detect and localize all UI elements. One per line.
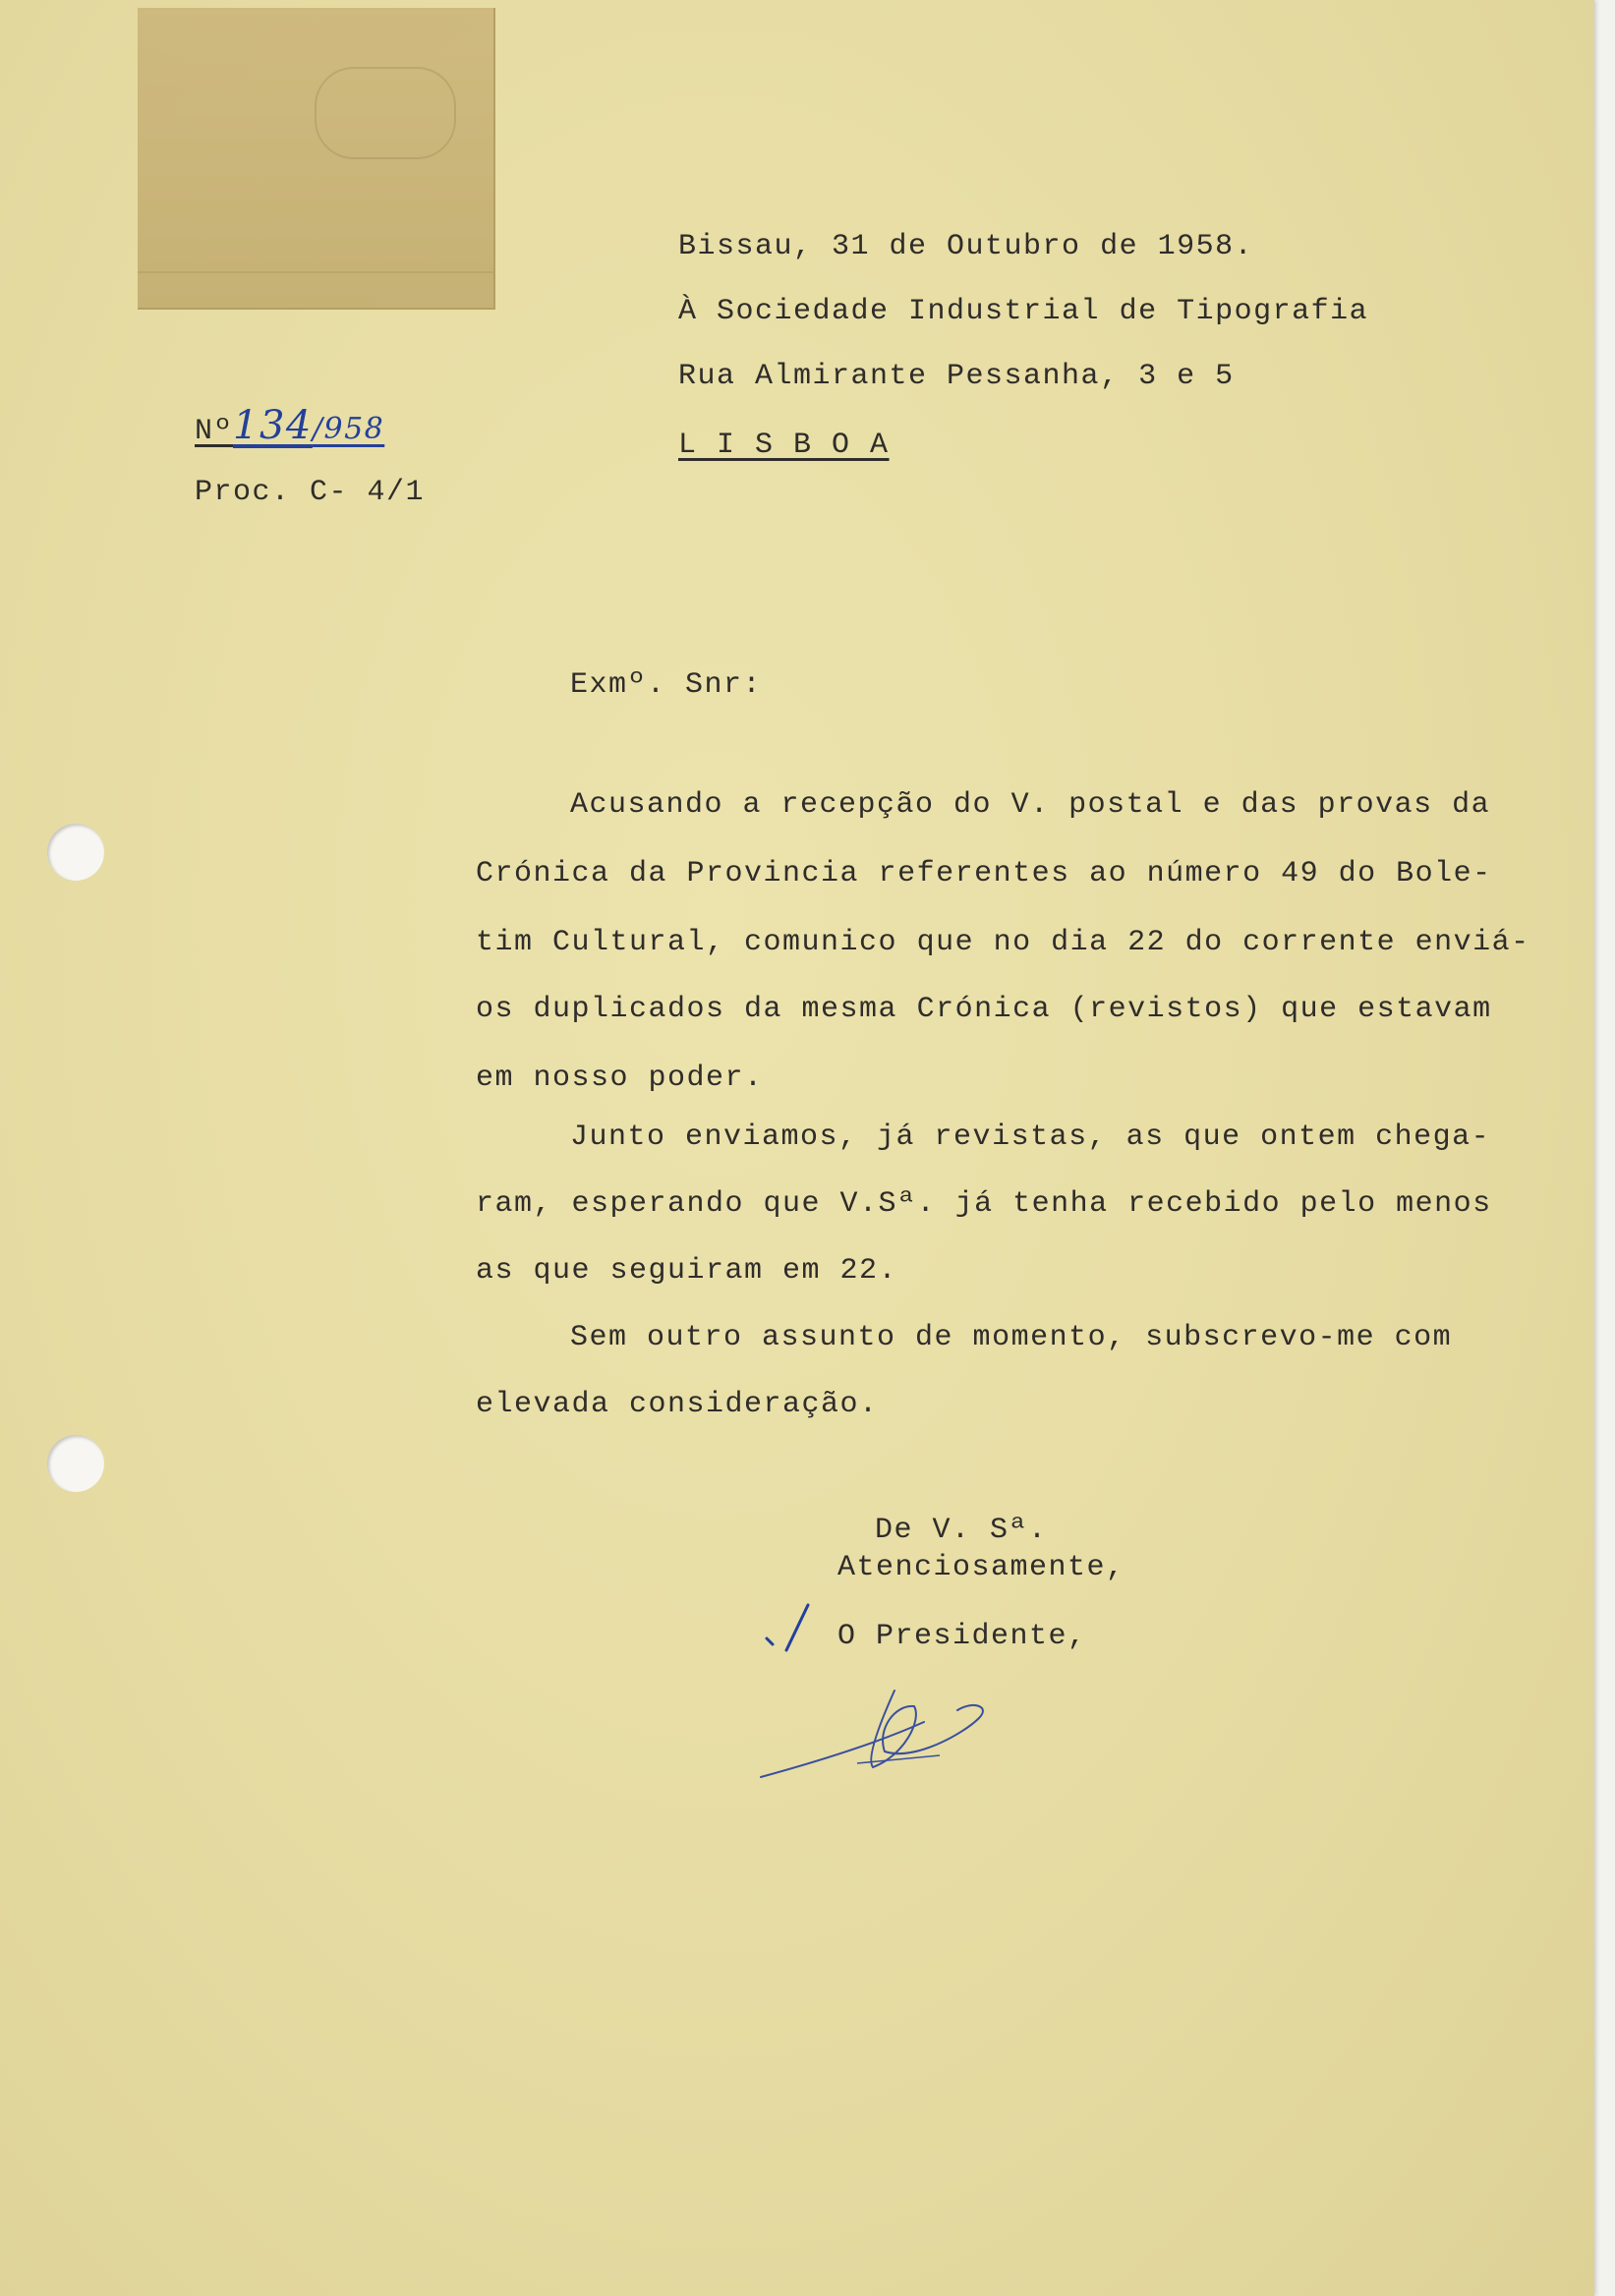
body-line: ram, esperando que V.Sª. já tenha recebido pelo menos <box>476 1187 1492 1221</box>
body-line: os duplicados da mesma Crónica (revistos) que estavam <box>476 993 1492 1026</box>
body-line: Junto enviamos, já revistas, as que ontem chega- <box>570 1120 1491 1154</box>
punch-hole-bottom <box>47 1435 104 1492</box>
label-fold-line <box>138 271 493 273</box>
place-date: Bissau, 31 de Outubro de 1958. <box>678 230 1254 263</box>
handwritten-number: 134 <box>233 403 313 448</box>
process-reference: Proc. C- 4/1 <box>195 476 426 509</box>
body-line: elevada consideração. <box>476 1388 879 1421</box>
body-line: em nosso poder. <box>476 1062 764 1095</box>
attached-paper-label <box>138 8 495 310</box>
pen-check-mark <box>757 1597 836 1666</box>
salutation: Exmº. Snr: <box>570 668 763 702</box>
reference-number: Nº134/958 <box>195 403 385 448</box>
body-line: Acusando a recepção do V. postal e das provas da <box>570 788 1491 822</box>
body-line: tim Cultural, comunico que no dia 22 do corrente enviá- <box>476 926 1530 959</box>
faded-seal <box>315 67 456 159</box>
body-line: Crónica da Provincia referentes ao número 49 do Bole- <box>476 857 1492 890</box>
recipient-name: À Sociedade Industrial de Tipografia <box>678 295 1369 328</box>
recipient-address: Rua Almirante Pessanha, 3 e 5 <box>678 360 1235 393</box>
punch-hole-top <box>47 824 104 881</box>
closing-line: O Presidente, <box>837 1620 1087 1653</box>
closing-line: De V. Sª. <box>875 1514 1048 1547</box>
closing-line: Atenciosamente, <box>837 1551 1125 1584</box>
body-line: as que seguiram em 22. <box>476 1254 898 1288</box>
signature <box>747 1671 1062 1799</box>
body-line: Sem outro assunto de momento, subscrevo-me com <box>570 1321 1453 1354</box>
recipient-city: L I S B O A <box>678 429 890 462</box>
